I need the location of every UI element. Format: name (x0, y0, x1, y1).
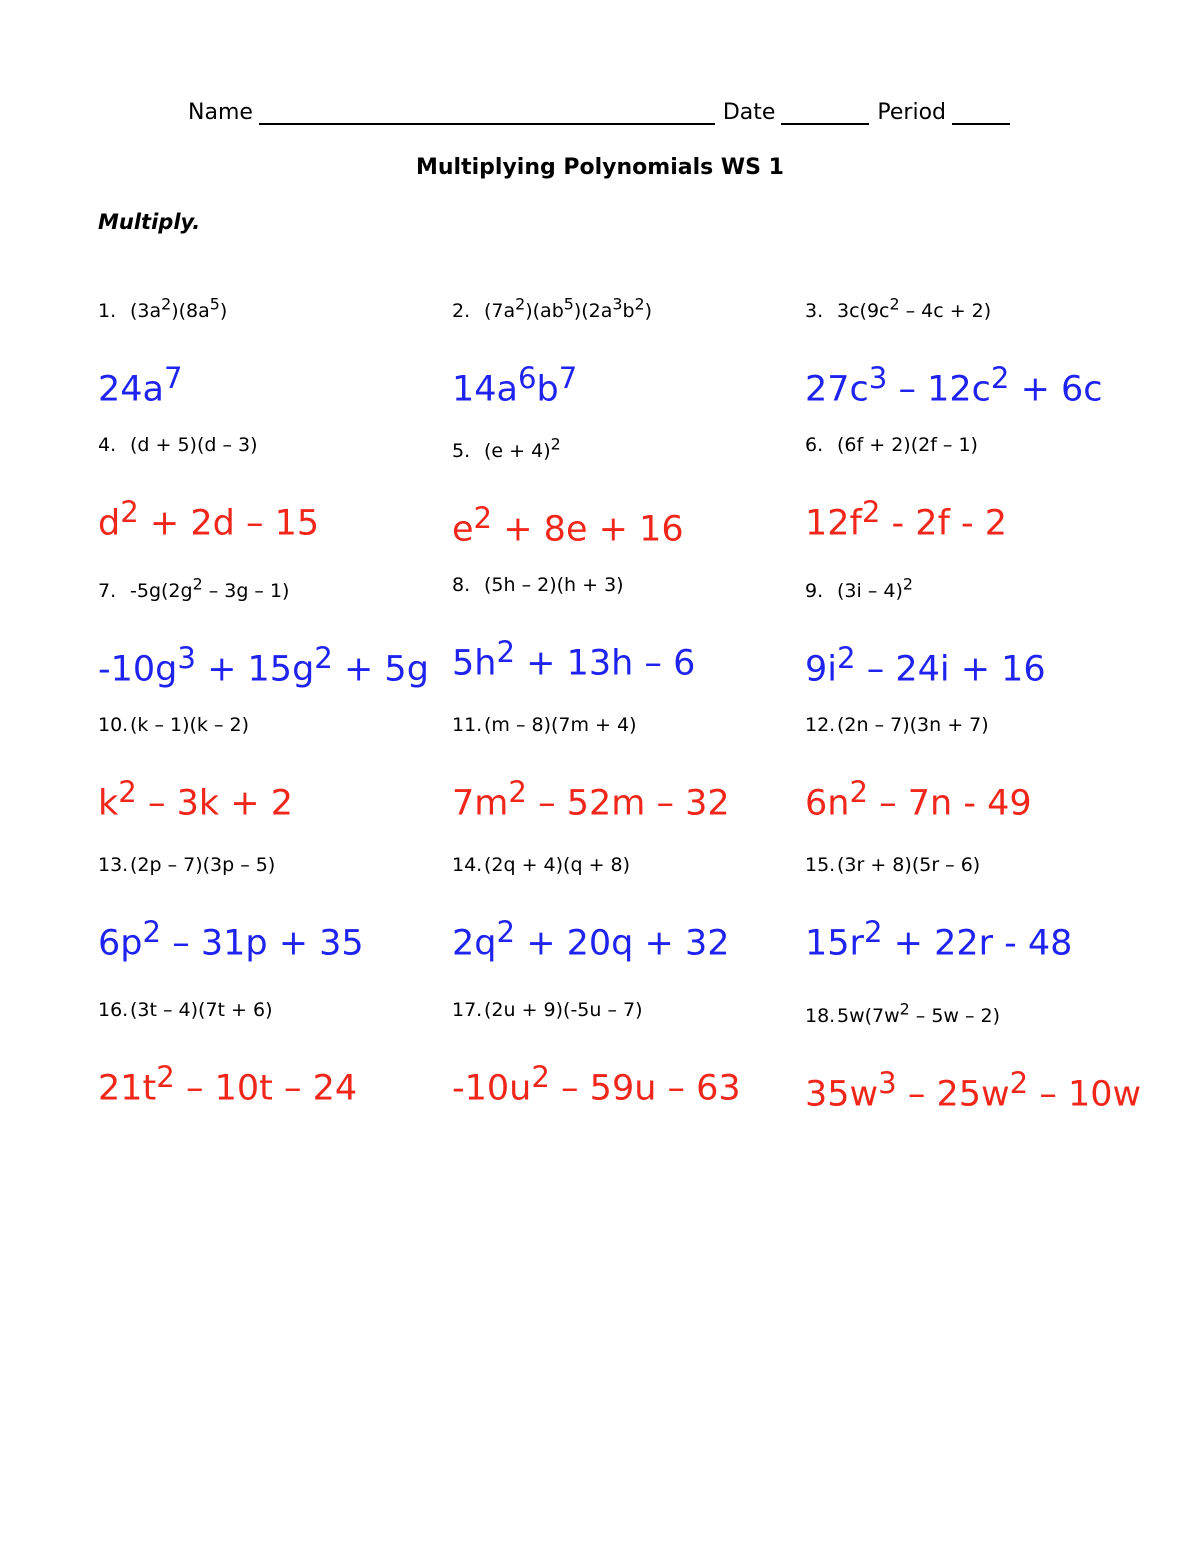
problem-item (452, 570, 805, 710)
problem-text: $-5g(2g^2 - 3g - 1)$ (130, 575, 290, 603)
problem-expression (805, 850, 1105, 880)
problem-expression (98, 430, 452, 460)
problem-number: 2. (452, 300, 471, 323)
problem-number: 10. (98, 714, 129, 736)
problem-text: $(3a^2)(8a^5)$ (130, 295, 228, 323)
problem-number: 5. (452, 440, 471, 463)
answer-text: $9i^2 - 24i + 16$ (805, 641, 1046, 690)
problem-expression (98, 570, 452, 606)
problem-text: (2q + 4)(q + 8) (484, 854, 631, 876)
problem-number: 13. (98, 854, 129, 876)
problem-number: 1. (98, 300, 117, 323)
problem-expression (98, 710, 452, 740)
problem-expression (98, 290, 452, 326)
problem-expression (805, 430, 1105, 460)
worksheet-header (188, 100, 1018, 125)
problem-expression (98, 995, 452, 1025)
problem-number: 7. (98, 580, 117, 603)
name-blank[interactable] (259, 103, 715, 125)
problem-text: (d + 5)(d – 3) (130, 434, 258, 456)
problem-item (452, 850, 805, 995)
problem-number: 9. (805, 580, 824, 603)
problem-text: (2p – 7)(3p – 5) (130, 854, 276, 876)
answer-text: $21t^2 - 10t - 24$ (98, 1060, 358, 1109)
answer-text: $24a^7$ (98, 361, 183, 410)
problem-text: (m – 8)(7m + 4) (484, 714, 637, 736)
problem-number: 6. (805, 434, 824, 456)
problem-number: 18. (805, 1005, 836, 1028)
problem-item (98, 710, 452, 850)
problem-text: (3i – 4)$^2$ (837, 575, 913, 603)
name-label: Name (188, 100, 253, 125)
problem-expression (452, 290, 805, 326)
date-label: Date (722, 100, 776, 125)
problem-expression (452, 850, 805, 880)
problem-text: (2u + 9)(-5u – 7) (484, 999, 643, 1021)
problem-item (98, 570, 452, 710)
problem-item (452, 290, 805, 430)
problem-number: 16. (98, 999, 129, 1021)
problem-text: (3r + 8)(5r – 6) (837, 854, 981, 876)
problem-item (98, 290, 452, 430)
problem-text: $(7a^2)(ab^5)(2a^3b^2)$ (484, 295, 653, 323)
problem-expression (98, 850, 452, 880)
answer-text: $-10g^3 + 15g^2 + 5g$ (98, 641, 429, 690)
worksheet-title: Multiplying Polynomials WS 1 (416, 155, 784, 180)
answer-text: $6p^2 - 31p + 35$ (98, 915, 364, 964)
problem-item (805, 290, 1105, 430)
problem-number: 17. (452, 999, 483, 1021)
problem-number: 8. (452, 574, 471, 596)
problem-expression (452, 995, 805, 1025)
instruction-text: Multiply. (98, 210, 201, 234)
problem-text: (2n – 7)(3n + 7) (837, 714, 989, 736)
problem-text: $5w(7w^2 - 5w - 2)$ (837, 1000, 1001, 1028)
problem-number: 12. (805, 714, 836, 736)
problem-item (805, 710, 1105, 850)
answer-text: $k^2 - 3k + 2$ (98, 775, 293, 824)
answer-text: $7m^2 - 52m - 32$ (452, 775, 730, 824)
answer-text: $14a^6b^7$ (452, 361, 578, 410)
problem-item (805, 850, 1105, 995)
answer-text: $-10u^2 - 59u - 63$ (452, 1060, 741, 1109)
problem-expression (452, 710, 805, 740)
answer-text: $15r^2 + 22r - 48$ (805, 915, 1073, 964)
problem-text: $3c(9c^2 - 4c + 2)$ (837, 295, 992, 323)
problem-item (452, 430, 805, 570)
problem-text: $(e + 4)^2$ (484, 435, 561, 463)
period-blank[interactable] (952, 103, 1010, 125)
date-blank[interactable] (781, 103, 869, 125)
problem-item (98, 995, 452, 1140)
answer-text: $e^2 + 8e + 16$ (452, 501, 684, 550)
problem-text: (5h – 2)(h + 3) (484, 574, 624, 596)
answer-text: $12f^2 - 2f - 2$ (805, 495, 1008, 544)
answer-text: $35w^3 - 25w^2 - 10w$ (805, 1066, 1142, 1115)
problem-number: 14. (452, 854, 483, 876)
answer-text: $6n^2 - 7n - 49$ (805, 775, 1032, 824)
problem-number: 15. (805, 854, 836, 876)
answer-text: $27c^3 - 12c^2 + 6c$ (805, 361, 1103, 410)
answer-text: $2q^2 + 20q + 32$ (452, 915, 730, 964)
problem-number: 3. (805, 300, 824, 323)
answer-text: $d^2 + 2d - 15$ (98, 495, 320, 544)
problem-expression (452, 570, 805, 600)
problem-number: 4. (98, 434, 117, 456)
problem-text: (k – 1)(k – 2) (130, 714, 249, 736)
period-label: Period (877, 100, 947, 125)
problem-item (452, 995, 805, 1140)
problem-grid (98, 290, 1142, 1140)
answer-text: $5h^2 + 13h - 6$ (452, 635, 696, 684)
problem-expression (805, 290, 1105, 326)
problem-number: 11. (452, 714, 483, 736)
problem-expression (805, 570, 1105, 606)
problem-item (805, 430, 1105, 570)
problem-expression (805, 710, 1105, 740)
problem-item (805, 570, 1105, 710)
problem-item (98, 850, 452, 995)
problem-expression (805, 995, 1105, 1031)
problem-item (805, 995, 1142, 1140)
problem-expression (452, 430, 805, 466)
problem-text: (6f + 2)(2f – 1) (837, 434, 978, 456)
problem-text: (3t – 4)(7t + 6) (130, 999, 273, 1021)
problem-item (452, 710, 805, 850)
problem-item (98, 430, 452, 570)
